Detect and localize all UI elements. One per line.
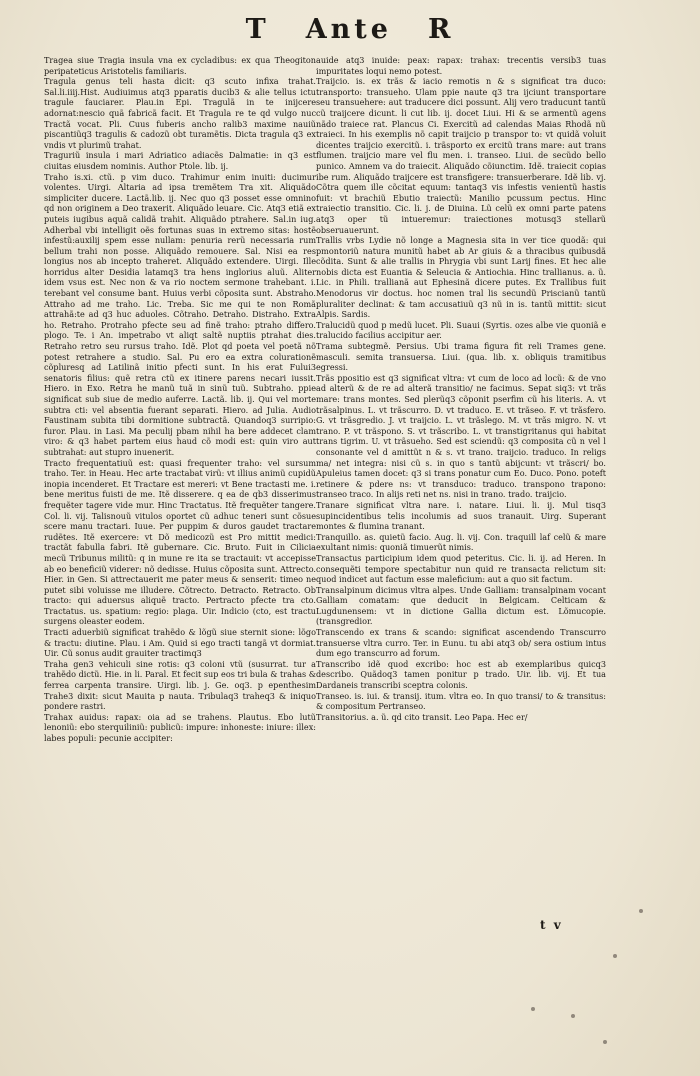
right-column <box>316 55 606 722</box>
running-head-right-letter: R <box>427 14 455 45</box>
dictionary-entry: Transactus participium idem quod peteritus. Cic. li. ij. ad Heren. In consequẽti tempore spectabitur nun quid re transacta relictum sit: quod indicet aut factum esse maleficium: aut a quo sit factum. <box>316 552 606 585</box>
dictionary-entry: Transalpinum dicimus vltra alpes. Unde Galliam: transalpinam vocant Galliam comatam: que deducit in Belgicam. Celticam & Lugdunensem: vt in dictione Gallia dictum est. Lõmucopie. (transgredior. <box>316 584 606 627</box>
dictionary-entry: Tracto frequentatiuũ est: quasi frequenter traho: vel sursum traho. Ter. in Heau. Hec arte tractabat virũ: vt illius animũ cupidũ inopia incenderet. Et Tractare est mereri: vt Bene tractasti me. i. bene meritus fuisti de me. Itẽ disserere. q ea de qb3 disserimus frequẽter tagere vide mur. Hinc Tractatus. Itẽ frequẽter tangere. Col. li. vij. Talisnouũ vitulos oportet cũ adhuc teneri sunt cõsue scere manu tractari. Iuue. Per puppim & duros gaudet tractare rudẽtes. Itẽ exercere: vt Dõ medicozũ est Pro mittit medici: tractãt fabulla fabri. Itẽ gubernare. Cic. Bruto. Fuit in Cilicia mecũ Tribunus militũ: q in mune re ita se tractauit: vt accepisse ab eo beneficiũ viderer: nõ dedisse. Huius cõposita sunt. Attrecto. Hier. in Gen. Si attrectauerit me pater meus & senserit: timeo ne putet sibi voluisse me illudere. Cõtrecto. Detracto. Retracto. Ob tracto: qui aduersus aliquẽ tracto. Pertracto pfecte tra cto. Tractatus. us. spatium: regio: plaga. Uir. Indicio (cto, est tractu surgens oleaster eodem. <box>44 457 316 627</box>
ink-speck <box>531 1007 535 1011</box>
dictionary-entry: Tralucidũ quod p medũ lucet. Pli. Suaui (Syrtis. ozes albe vie quoniã e tralucido facilius accipitur aer. <box>316 319 606 341</box>
ink-speck <box>603 1040 607 1044</box>
left-column <box>44 55 316 744</box>
dictionary-entry: Traguriũ insula i mari Adriatico adiacẽs Dalmatie: in q3 est ciuitas eiusdem nominis. Author Ptole. lib. ij. <box>44 150 316 171</box>
ink-speck <box>613 954 617 958</box>
dictionary-entry: Traijcio. is. ex trãs & iacio remotis n & s significat tra duco: transporto: transueho. Ulam ppie naute q3 tra ijciunt transportare seu transuehere: aut traducere dici possunt. Alij vero traducunt tantũ cũ traijcere dicunt. li cut lib. ij. docet Liui. Hi & se armentũ agens nãdo traiece rat. Plancus Ci. Exercitũ ad calendas Maias Rhodã nũ traieci. In his exemplis nõ capit traijcio p transpor to: vt quidã voluit dicentes traijcio exercitũ. i. trãsporto ex ercitũ trans mare: aut trans flumen. traijcio mare vel flu men. i. transeo. Liui. de secũdo bello punico. Amnem va do traiecit. Aliquãdo cõiunctim. Idẽ. traiecit copias ibe rum. Aliquãdo traijcere est transfigere: transuerberare. Idẽ lib. vj. Cõtra quem ille cõcitat equum: tantaq3 vis infestis venientũ hastis fuit: vt brachiũ Ebutio traiectũ: Manilio pcussum pectus. Hinc traiectio transitio. Cic. li. j. de Diuina. Lũ celũ ex omni parte patens atq3 oper tũ intueremur: traiectiones motusq3 stellarũ obseruauerunt. <box>316 76 606 235</box>
running-head-left-letter: T <box>245 14 270 45</box>
dictionary-entry: Trãs ppositio est q3 significat vltra: vt cum de loco ad locũ: & de vno ad alterũ & de re ad alterã transitio/ ne facimus. Sepat siq3: vt trãs mare: trans montes. Sed plerũq3 cõponit pserfim cũ his literis. A. vt trãsalpinus. L. vt trãscurro. D. vt traduco. E. vt trãseo. F. vt trãsfero. G. vt trãsgredio. J. vt traijcio. L. vt trãslego. M. vt trãs migro. N. vt trano. P. vt trãspono. S. vt trãscribo. L. vt transtigritanus qui habitat trans tigrim. U. vt trãsueho. Sed est sciendũ: q3 composita cũ n vel l consonante vel d amittũt n & s. vt trano. traijcio. traduco. In religs ma/ net integra: nisi cũ s. in quo s tantũ abijcunt: vt trãscri/ bo. Apuleius tamen docet: q3 si trans ponatur cum Eo. Duco. Pono. poteft retinere & pdere ns: vt transduco: traduco. transpono trapono: transeo traco. In alijs reti net ns. nisi in trano. trado. traijcio. <box>316 372 606 500</box>
dictionary-entry: Transeo. is. iui. & transij. itum. vltra eo. In quo transi/ to & transitus: & compositum Pertranseo. <box>316 690 606 712</box>
dictionary-entry: Transcendo ex trans & scando: significat ascendendo Transcurro transuerse vltra curro. Ter. in Eunu. tu abi atq3 ob/ sera ostium intus dum ego transcurro ad forum. <box>316 627 606 659</box>
dictionary-entry: Traho is.xi. ctũ. p vim duco. Trahimur enim inuiti: ducimur volentes. Uirgi. Altaria ad ipsa tremẽtem Tra xit. Aliquãdo simpliciter ducere. Lactã.lib. ij. Nec quo q3 posset esse omnino qd non originem a Deo traxerit. Aliquãdo leuare. Cic. Atq3 etiã ex puteis iugibus aquã calidã trahit. Aliquãdo ptrahere. Sal.in iug. Adherbal vbi intelligit oẽs fortunas suas in extremo sitas: hostẽ infestũ:auxilij spem esse nullam: penuria rerũ necessaria rum bellum trahi non posse. Aliquãdo remouere. Sal. Nisi ea res longius nos ab incepto traheret. Aliquãdo extendere. Uirgi. Ille horridus alter Desidia latamq3 tra hens inglorius aluũ. Aliter idem vsus est. Nec non & va rio noctem sermone trahebant. i. terebant vel consume bant. Huius verbi cõposita sunt. Abstraho. Attraho ad me traho. Lic. Treba. Sic me qui te non Romã attrahã:te ad q3 huc aduoles. Cõtraho. Detraho. Distraho. Extra ho. Retraho. Protraho pfecte seu ad finẽ traho: ptraho differo. plogo. Te. i An. impetrabo vt aliqt saltẽ nuptiis ptrahat dies. Retraho retro seu rursus traho. Idẽ. Plot qd poeta vel poetã nõ potest retrahere a studio. Sal. Pu ero ea extra colurationẽ cõpluresq ad Latilinã initio pfecti sunt. In his erat Fului3 senatoris filius: quẽ retra ctũ ex itinere parens necari iussit. Hiero. in Exo. Retra he manũ tuã in sinũ tuũ. Subtraho. ppie significat sub siue de medio auferre. Lactã. lib. ij. Qui vel morte subtra cti: vel absentia fuerant separati. Hiero. ad Julia. Audio Faustinam subita tibi dormitione subtractã. Quandoq3 surripio: furor. Plau. in Lasi. Ma peculij pbam nihil ha bere addecet clam viro: & q3 habet partem eius haud cõ modi est: quin viro aut subtrahat: aut stupro inuenerit. <box>44 171 316 457</box>
dictionary-entry: auide atq3 inuide: peax: rapax: trahax: trecentis versib3 tuas impuritates loqui nemo potest. <box>316 55 606 76</box>
dictionary-entry: Trama subtegmẽ. Persius. Ubi trama figura fit reli Trames gene. masculi. semita transuersa. Liui. (qua. lib. x. obliquis tramitibus egressi. <box>316 341 606 373</box>
ink-speck <box>571 1014 575 1018</box>
dictionary-entry: Tranquillo. as. quietũ facio. Aug. li. vij. Con. traquill laf celũ & mare exultant nimis: quoniã timuerũt nimis. <box>316 531 606 553</box>
dictionary-entry: Transcribo idẽ quod excribo: hoc est ab exemplaribus quicq3 describo. Quãdoq3 tamen ponitur p trado. Uir. lib. vij. Et tua Dardaneis transcribi sceptra colonis. <box>316 658 606 691</box>
dictionary-entry: Tranare significat vltra nare. i. natare. Liui. li. ij. Mul tisq3 supincidentibus telis incolumis ad suos tranauit. Uirg. Superant montes & flumina tranant. <box>316 499 606 532</box>
dictionary-entry: Trahax auidus: rapax: oia ad se trahens. Plautus. Ebo lutũ lenoniũ: ebo sterquiliniũ: publicũ: impure: inhoneste: iniure: illex: labes populi: pecunie accipiter: <box>44 711 316 743</box>
dictionary-entry: Tracti aduerbiũ significat trahẽdo & lõgũ siue sternit sione: lõgo & tractu: diutine. Plau. i Am. Quid si ego tracti tangã vt dormiat. Uir. Cũ sonus audit grauiter tractimq3 <box>44 627 316 659</box>
dictionary-entry: Trallis vrbs Lydie nõ longe a Magnesia sita in ver tice quodã: qui pmontoriũ natura munitũ habet ab Ar giuis & a thracibus quibusdã cõdita. Sunt & alie trallis in Phrygia vbi sunt Larij fines. Et hec alie nobis dicta est Euantia & Seleucia & Antiochia. Hinc trallianus. a. ũ. Lic. in Phili. trallianã aut Ephesinã dicere putes. Ex Trallibus fuit Menodorus vir doctus. hoc nomen tral lis secundũ Priscianũ tantũ pluraliter declinat: & tam accusatiuũ q3 nũ in is. tantũ mittit: sicut Alpis. Sardis. <box>316 235 606 320</box>
dictionary-entry: Tragea siue Tragia insula vna ex cycladibus: ex qua Theogiton peripateticus Aristotelis familiaris. <box>44 55 316 76</box>
dictionary-entry: Transitorius. a. ũ. qd cito transit. Leo Papa. Hec er/ <box>316 711 528 722</box>
running-head-word: Ante <box>305 14 392 45</box>
dictionary-entry: Tragula genus teli hasta dicit: q3 scuto infixa trahat. Sal.li.iiij.Hist. Audiuimus atq3 pparatis ducib3 & alie tellus ictu tragule fauciarer. Plau.in Epi. Tragulã in te inijcere adornat:nescio quã fabricã facit. Et Tragula re te qd vulgo nuc Tractã vocat. Pli. Cuus fuberis ancho ralib3 maxime nauiũ piscantiũq3 tragulis & cadozũ obt turamẽtis. Dicta tragula q3 ex vndis vt plurimũ trahat. <box>44 76 316 150</box>
running-head <box>0 14 700 45</box>
dictionary-entry: Traha gen3 vehiculi sine rotis: q3 coloni vtũ (susurrat. tur a trahẽdo dictũ. Hie. in li. Paral. Et fecit sup eos tri bula & trahas & ferrea carpenta transire. Uirgi. lib. j. Ge. oq3. p epenthesim Trahe3 dixit: sicut Mauita p nauta. Tribulaq3 traheq3 & iniquo pondere rastri. <box>44 658 316 712</box>
signature-mark: t v <box>540 918 563 932</box>
ink-speck <box>639 909 643 913</box>
